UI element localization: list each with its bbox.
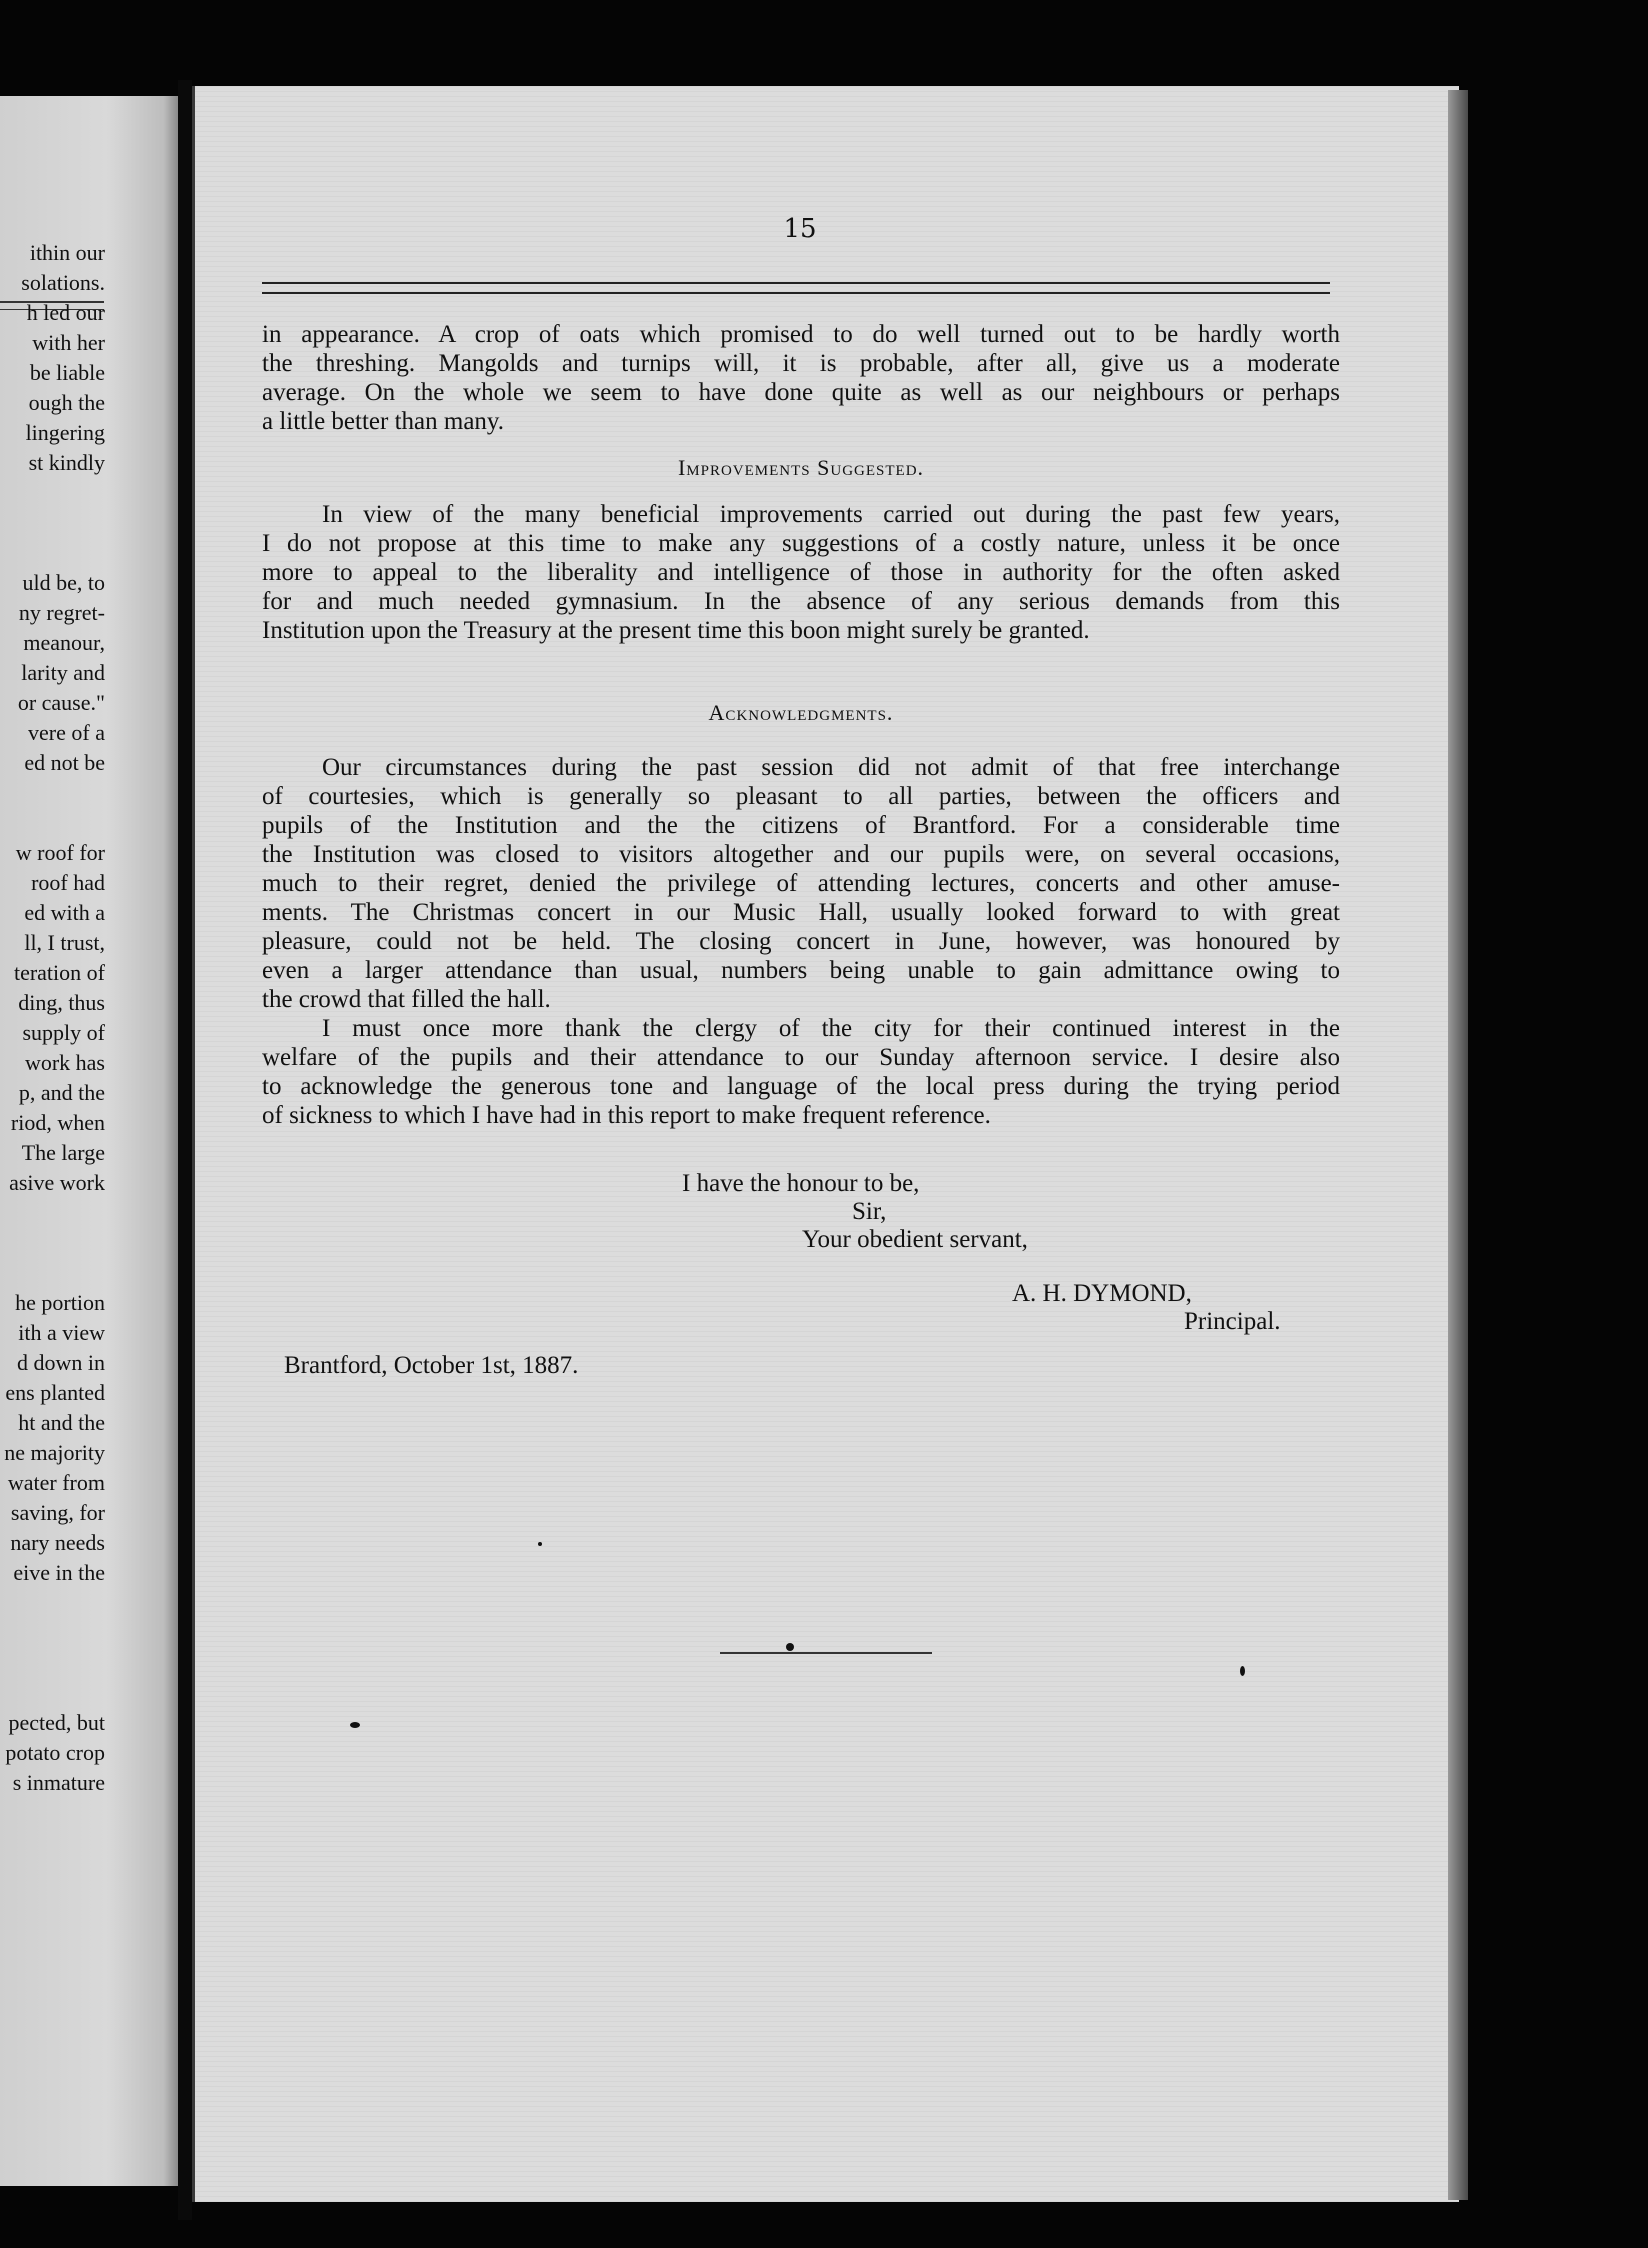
- closing-obedient-servant: Your obedient servant,: [802, 1226, 1028, 1253]
- facing-page-line: ith a view: [18, 1320, 105, 1345]
- text-line: of sickness to which I have had in this report to make frequent reference.: [262, 1102, 991, 1129]
- facing-page-line: water from: [7, 1470, 105, 1495]
- facing-page-line: teration of: [13, 960, 105, 985]
- text-line: the threshing. Mangolds and turnips will, it is probable, after all, give us a moderate: [262, 350, 1340, 377]
- facing-page-line: lingering: [25, 420, 105, 445]
- paragraph-crops: [262, 320, 1340, 436]
- end-rule: [720, 1652, 932, 1654]
- text-line: more to appeal to the liberality and intelligence of those in authority for the often asked: [262, 559, 1340, 586]
- print-speck: [1240, 1666, 1245, 1676]
- facing-page-line: ough the: [28, 390, 105, 415]
- facing-page-line: meanour,: [23, 630, 105, 655]
- section-heading-acknowledgments: Acknowledgments.: [708, 700, 894, 725]
- text-line: even a larger attendance than usual, numbers being unable to gain admittance owing to: [262, 957, 1340, 984]
- header-double-rule: [262, 282, 1330, 294]
- facing-page-line: uld be, to: [22, 570, 105, 595]
- facing-page-line: he portion: [15, 1290, 105, 1315]
- text-line: to acknowledge the generous tone and language of the local press during the trying period: [262, 1073, 1340, 1100]
- facing-page-line: ll, I trust,: [24, 930, 105, 955]
- facing-page-line: asive work: [9, 1170, 105, 1195]
- book-gutter: [178, 80, 192, 2220]
- text-line: pupils of the Institution and the the citizens of Brantford. For a considerable time: [262, 812, 1340, 839]
- facing-page-line: h led our: [26, 300, 105, 325]
- facing-page-line: roof had: [31, 870, 105, 895]
- facing-page-line: ding, thus: [18, 990, 105, 1015]
- facing-page-line: pected, but: [8, 1710, 105, 1735]
- facing-page-line: st kindly: [28, 450, 105, 475]
- text-line: Our circumstances during the past session did not admit of that free interchange: [322, 754, 1340, 781]
- text-line: in appearance. A crop of oats which promised to do well turned out to be hardly worth: [262, 321, 1340, 348]
- facing-page-line: supply of: [22, 1020, 105, 1045]
- paragraph-thanks: [262, 1014, 1340, 1130]
- text-line: Institution upon the Treasury at the present time this boon might surely be granted.: [262, 617, 1090, 644]
- print-speck: [350, 1722, 360, 1728]
- facing-page-line: ny regret-: [18, 600, 105, 625]
- facing-page-line: ens planted: [5, 1380, 105, 1405]
- facing-page-line: w roof for: [15, 840, 105, 865]
- text-line: welfare of the pupils and their attendance to our Sunday afternoon service. I desire also: [262, 1044, 1340, 1071]
- text-line: for and much needed gymnasium. In the absence of any serious demands from this: [262, 588, 1340, 615]
- facing-page-line: The large: [21, 1140, 105, 1165]
- paragraph-acknowledgments: [262, 753, 1340, 1014]
- section-heading-improvements: Improvements Suggested.: [677, 455, 925, 480]
- facing-page-line: riod, when: [10, 1110, 105, 1135]
- text-line: I do not propose at this time to make any suggestions of a costly nature, unless it be once: [262, 530, 1340, 557]
- facing-page-line: larity and: [21, 660, 105, 685]
- facing-page-line: ed not be: [24, 750, 105, 775]
- closing-line-honour: I have the honour to be,: [682, 1170, 920, 1197]
- text-line: the crowd that filled the hall.: [262, 986, 551, 1013]
- facing-page-line: with her: [32, 330, 105, 355]
- page-number: 15: [783, 214, 817, 244]
- text-line: pleasure, could not be held. The closing concert in June, however, was honoured by: [262, 928, 1340, 955]
- text-line: In view of the many beneficial improvements carried out during the past few years,: [322, 501, 1340, 528]
- facing-page-line: ithin our: [29, 240, 105, 265]
- page-edge-shadow: [1448, 90, 1468, 2200]
- paragraph-improvements: [262, 500, 1340, 645]
- facing-page-line: be liable: [29, 360, 105, 385]
- text-line: I must once more thank the clergy of the city for their continued interest in the: [322, 1015, 1340, 1042]
- facing-page-fragment: [0, 96, 178, 2186]
- facing-page-line: solations.: [21, 270, 105, 295]
- print-speck: [538, 1542, 542, 1546]
- facing-page-line: s inmature: [12, 1770, 105, 1795]
- facing-page-line: work has: [24, 1050, 105, 1075]
- text-line: the Institution was closed to visitors altogether and our pupils were, on several occasions,: [262, 841, 1340, 868]
- text-line: average. On the whole we seem to have done quite as well as our neighbours or perhaps: [262, 379, 1340, 406]
- text-line: much to their regret, denied the privilege of attending lectures, concerts and other amuse-: [262, 870, 1340, 897]
- facing-page-line: saving, for: [10, 1500, 105, 1525]
- closing-salutation: Sir,: [852, 1198, 887, 1225]
- facing-page-line: ne majority: [4, 1440, 105, 1465]
- facing-page-line: d down in: [17, 1350, 105, 1375]
- text-line: ments. The Christmas concert in our Music Hall, usually looked forward to with great: [262, 899, 1340, 926]
- facing-page-line: ht and the: [18, 1410, 105, 1435]
- facing-page-line: eive in the: [13, 1560, 105, 1585]
- facing-page-line: potato crop: [5, 1740, 105, 1765]
- end-ornament: [786, 1643, 794, 1651]
- place-and-date: Brantford, October 1st, 1887.: [284, 1352, 579, 1379]
- facing-page-line: nary needs: [10, 1530, 105, 1555]
- signature-title: Principal.: [1184, 1308, 1281, 1335]
- facing-page-line: p, and the: [18, 1080, 105, 1105]
- facing-page-line: or cause.": [17, 690, 105, 715]
- signature-name: A. H. DYMOND,: [1012, 1280, 1192, 1307]
- facing-page-line: ed with a: [24, 900, 105, 925]
- facing-page-line: vere of a: [28, 720, 105, 745]
- text-line: of courtesies, which is generally so pleasant to all parties, between the officers and: [262, 783, 1340, 810]
- text-line: a little better than many.: [262, 408, 505, 435]
